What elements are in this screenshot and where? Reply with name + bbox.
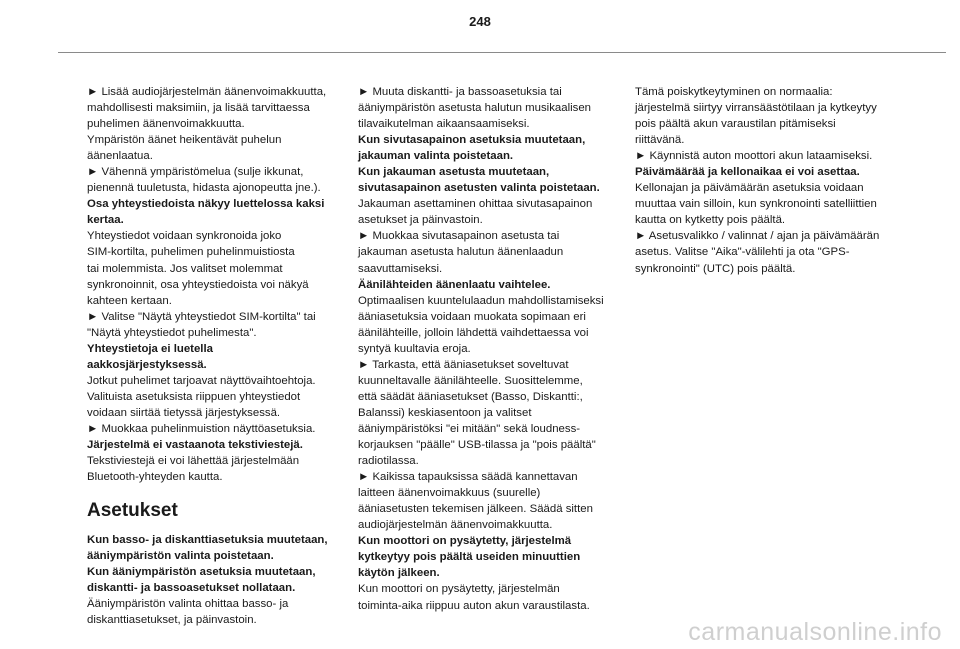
bold-text-line: käytön jälkeen. — [358, 567, 440, 580]
section-heading: Asetukset — [87, 500, 178, 522]
bold-text-line: ääniympäristön valinta poistetaan. — [87, 550, 274, 563]
text-line: korjauksen "päälle" USB-tilassa ja "pois päältä" — [358, 439, 596, 452]
text-line: jakauman asetusta halutun äänenlaadun — [358, 246, 564, 259]
text-line: kautta on kytketty pois päältä. — [635, 214, 786, 227]
text-column-1 — [87, 84, 352, 628]
text-line: toiminta-aika riippuu auton akun varaustilasta. — [358, 599, 590, 612]
text-line: Yhteystiedot voidaan synkronoida joko — [87, 230, 282, 243]
text-line: voidaan siirtää tietyssä järjestyksessä. — [87, 406, 281, 419]
bold-text-line: Äänilähteiden äänenlaatu vaihtelee. — [358, 278, 551, 291]
text-line: syntyä kuultavia eroja. — [358, 342, 471, 355]
text-line: puhelimen äänenvoimakkuutta. — [87, 118, 245, 131]
bold-text-line: Kun moottori on pysäytetty, järjestelmä — [358, 535, 572, 548]
text-line: Ääniympäristön valinta ohittaa basso- ja — [87, 598, 289, 611]
text-line: Ympäristön äänet heikentävät puhelun — [87, 134, 282, 147]
text-line: ► Muokkaa puhelinmuistion näyttöasetuksia. — [87, 422, 316, 435]
text-line: SIM-kortilta, puhelimen puhelinmuistiosta — [87, 246, 295, 259]
bold-text-line: Päivämäärää ja kellonaikaa ei voi asettaa. — [635, 166, 860, 179]
text-line: tai molemmista. Jos valitset molemmat — [87, 262, 283, 275]
text-line: ääniympäristöksi "ei mitään" sekä loudness- — [358, 422, 581, 435]
bold-text-line: Kun basso- ja diskanttiasetuksia muutetaan, — [87, 534, 328, 547]
text-line: asetus. Valitse "Aika"-välilehti ja ota "GPS- — [635, 246, 850, 259]
text-line: järjestelmä siirtyy virransäästötilaan ja kytkeytyy — [635, 102, 877, 115]
bold-text-line: Kun ääniympäristön asetuksia muutetaan, — [87, 566, 316, 579]
watermark-text: carmanualsonline.info — [688, 618, 942, 646]
header-rule — [58, 52, 946, 53]
bold-text-line: kytkeytyy pois päältä useiden minuuttien — [358, 551, 581, 564]
text-line: "Näytä yhteystiedot puhelimesta". — [87, 326, 257, 339]
bold-text-line: kertaa. — [87, 214, 124, 227]
bold-text-line: diskantti- ja bassoasetukset nollataan. — [87, 582, 296, 595]
text-line: Kun moottori on pysäytetty, järjestelmän — [358, 583, 560, 596]
text-line: Valituista asetuksista riippuen yhteystiedot — [87, 390, 301, 403]
text-line: Tämä poiskytkeytyminen on normaalia: — [635, 86, 833, 98]
bold-text-line: Osa yhteystiedoista näkyy luettelossa kaksi — [87, 198, 325, 211]
text-line: Bluetooth-yhteyden kautta. — [87, 471, 223, 484]
text-line: Tekstiviestejä ei voi lähettää järjestelmään — [87, 455, 300, 468]
text-line: äänenlaatua. — [87, 150, 153, 163]
text-line: ► Käynnistä auton moottori akun lataamiseksi. — [635, 150, 873, 163]
bold-text-line: aakkosjärjestyksessä. — [87, 358, 207, 371]
text-line: radiotilassa. — [358, 455, 419, 468]
text-line: saavuttamiseksi. — [358, 262, 443, 275]
text-line: muuttaa vain silloin, kun synkronointi satelliittien — [635, 198, 877, 211]
text-line: ► Muokkaa sivutasapainon asetusta tai — [358, 230, 560, 243]
text-line: ► Asetusvalikko / valinnat / ajan ja päivämäärän — [635, 230, 880, 243]
text-line: audiojärjestelmän äänenvoimakkuutta. — [358, 519, 553, 532]
text-line: kuunneltavalle äänilähteelle. Suosittelemme, — [358, 374, 583, 387]
text-line: äänilähteille, jolloin lähdettä vaihdettaessa voi — [358, 326, 589, 339]
bold-text-line: Kun jakauman asetusta muutetaan, — [358, 166, 550, 179]
text-line: Kellonajan ja päivämäärän asetuksia voidaan — [635, 182, 864, 195]
text-line: ääniasetusten tekemisen jälkeen. Säädä sitten — [358, 503, 593, 516]
text-line: pienennä tuuletusta, hidasta ajonopeutta jne.). — [87, 182, 321, 195]
text-line: asetukset ja päinvastoin. — [358, 214, 483, 227]
text-line: Optimaalisen kuuntelulaadun mahdollistamiseksi — [358, 294, 604, 307]
text-line: ääniasetuksia voidaan muokata sopimaan eri — [358, 310, 586, 323]
text-line: Jotkut puhelimet tarjoavat näyttövaihtoehtoja. — [87, 374, 316, 387]
text-line: Balanssi) keskiasentoon ja valitset — [358, 406, 532, 419]
text-line: että säädät ääniasetukset (Basso, Diskantti:, — [358, 390, 583, 403]
text-line: diskanttiasetukset, ja päinvastoin. — [87, 614, 257, 627]
text-line: tilavaikutelman aikaansaamiseksi. — [358, 118, 530, 131]
text-line: pois päältä akun varaustilan pitämiseksi — [635, 118, 836, 131]
bold-text-line: Järjestelmä ei vastaanota tekstiviestejä. — [87, 439, 303, 452]
text-line: ► Tarkasta, että ääniasetukset soveltuvat — [358, 358, 569, 371]
text-line: ► Muuta diskantti- ja bassoasetuksia tai — [358, 86, 562, 98]
bold-text-line: jakauman valinta poistetaan. — [358, 150, 514, 163]
text-line: ääniympäristön asetusta halutun musikaalisen — [358, 102, 592, 115]
text-line: synkronointi" (UTC) pois päältä. — [635, 262, 796, 275]
bold-text-line: Kun sivutasapainon asetuksia muutetaan, — [358, 134, 586, 147]
text-line: ► Valitse "Näytä yhteystiedot SIM-kortilta" tai — [87, 310, 316, 323]
text-line: mahdollisesti maksimiin, ja lisää tarvittaessa — [87, 102, 310, 115]
text-line: riittävänä. — [635, 134, 685, 147]
text-line: synkronoinnit, osa yhteystiedoista voi näkyä — [87, 278, 309, 291]
page-number: 248 — [469, 14, 491, 29]
bold-text-line: sivutasapainon asetusten valinta poistetaan. — [358, 182, 600, 195]
text-line: ► Vähennä ympäristömelua (sulje ikkunat, — [87, 166, 304, 179]
text-column-2 — [358, 84, 623, 614]
text-line: ► Kaikissa tapauksissa säädä kannettavan — [358, 471, 578, 484]
text-line: ► Lisää audiojärjestelmän äänenvoimakkuutta, — [87, 86, 327, 98]
text-column-3 — [635, 84, 905, 277]
text-line: Jakauman asettaminen ohittaa sivutasapainon — [358, 198, 593, 211]
bold-text-line: Yhteystietoja ei luetella — [87, 342, 213, 355]
text-line: kahteen kertaan. — [87, 294, 172, 307]
text-line: laitteen äänenvoimakkuus (suurelle) — [358, 487, 541, 500]
